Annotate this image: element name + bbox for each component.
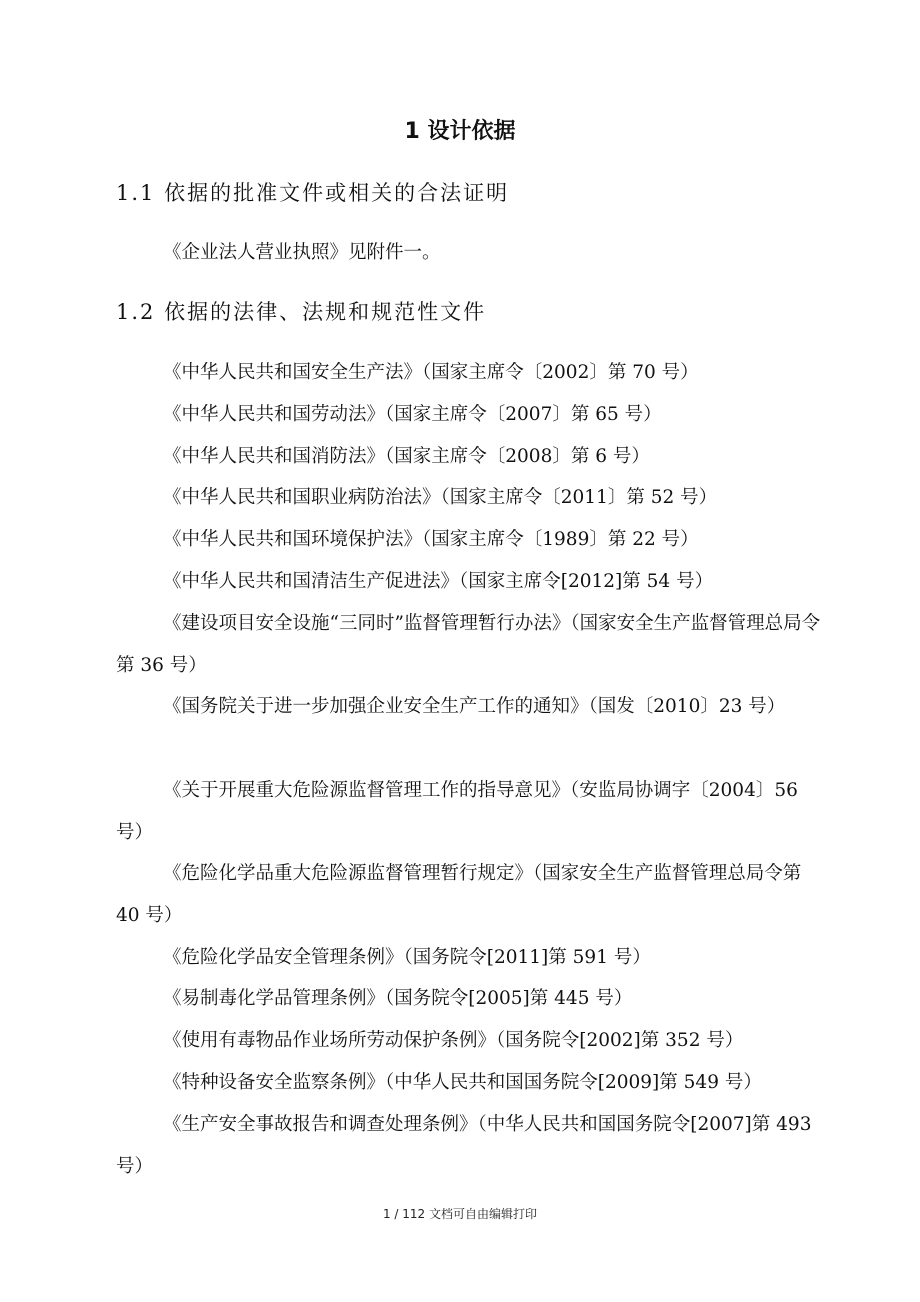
list-item: 《危险化学品安全管理条例》（国务院令[2011]第 591 号） bbox=[163, 947, 651, 968]
list-item: 《危险化学品重大危险源监督管理暂行规定》（国家安全生产监督管理总局令第 40 号） bbox=[116, 863, 802, 926]
section-heading-1-1: 1.1 依据的批准文件或相关的合法证明 bbox=[116, 181, 510, 205]
page-footer: 1 / 112 文档可自由编辑打印 bbox=[382, 1207, 538, 1221]
list-item: 《中华人民共和国职业病防治法》（国家主席令〔2011〕第 52 号） bbox=[163, 487, 718, 508]
list-item: 《使用有毒物品作业场所劳动保护条例》（国务院令[2002]第 352 号） bbox=[163, 1030, 744, 1051]
list-item: 《中华人民共和国消防法》（国家主席令〔2008〕第 6 号） bbox=[163, 446, 650, 467]
section-heading-1-2: 1.2 依据的法律、法规和规范性文件 bbox=[116, 300, 487, 324]
list-item: 《建设项目安全设施“三同时”监督管理暂行办法》（国家安全生产监督管理总局令第 36 号） bbox=[116, 613, 821, 676]
list-item: 《中华人民共和国环境保护法》（国家主席令〔1989〕第 22 号） bbox=[163, 529, 699, 550]
list-item: 《生产安全事故报告和调查处理条例》（中华人民共和国国务院令[2007]第 493 号） bbox=[116, 1114, 812, 1177]
list-item: 《中华人民共和国劳动法》（国家主席令〔2007〕第 65 号） bbox=[163, 404, 662, 425]
list-item: 《特种设备安全监察条例》（中华人民共和国国务院令[2009]第 549 号） bbox=[163, 1072, 762, 1093]
list-item: 《中华人民共和国安全生产法》（国家主席令〔2002〕第 70 号） bbox=[163, 362, 699, 383]
list-item: 《中华人民共和国清洁生产促进法》（国家主席令[2012]第 54 号） bbox=[163, 571, 714, 592]
list-item: 《国务院关于进一步加强企业安全生产工作的通知》（国发〔2010〕23 号） bbox=[163, 696, 786, 717]
list-item: 《关于开展重大危险源监督管理工作的指导意见》（安监局协调字〔2004〕56 号） bbox=[116, 780, 798, 843]
document-title: 1 设计依据 bbox=[404, 119, 516, 144]
paragraph-business-license: 《企业法人营业执照》见附件一。 bbox=[163, 242, 441, 263]
list-item: 《易制毒化学品管理条例》（国务院令[2005]第 445 号） bbox=[163, 988, 633, 1009]
